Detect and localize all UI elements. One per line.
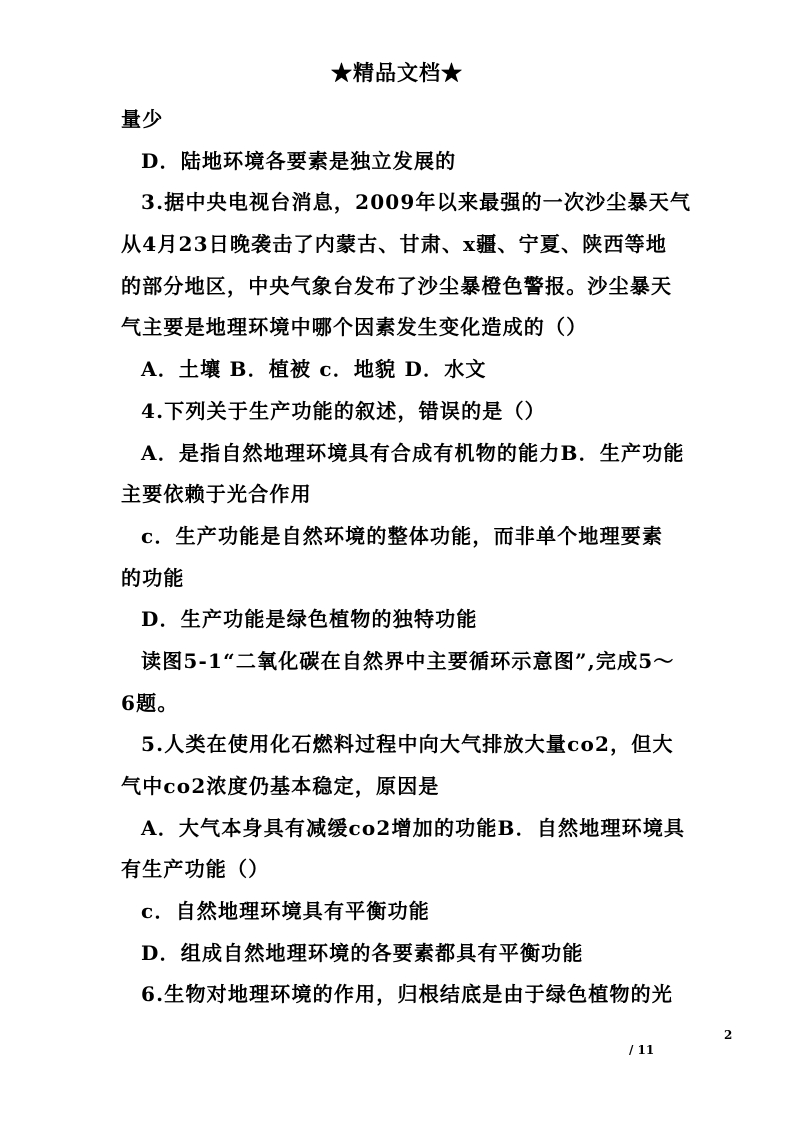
document-header-title: ★精品文档★ [331,60,463,85]
text-line: c．自然地理环境具有平衡功能 [141,899,430,924]
text-line: 6题。 [121,690,179,715]
text-line: D．生产功能是绿色植物的独特功能 [141,607,478,632]
text-line: 从4月23日晚袭击了内蒙古、甘肃、x疆、宁夏、陕西等地 [121,232,668,257]
text-line: 气中co2浓度仍基本稳定，原因是 [121,774,440,798]
text-line: 气主要是地理环境中哪个因素发生变化造成的（） [121,315,588,340]
text-line: 读图5-1“二氧化碳在自然界中主要循环示意图”,完成5～ [141,648,675,673]
text-line: 5.人类在使用化石燃料过程中向大气排放大量co2，但大 [141,732,674,757]
text-line: D．陆地环境各要素是独立发展的 [141,148,457,173]
text-line: 的部分地区，中央气象台发布了沙尘暴橙色警报。沙尘暴天 [121,273,673,298]
text-line: 量少 [121,107,164,131]
page-total: / 11 [629,1043,655,1057]
document-body [121,99,692,1016]
text-line: 主要依赖于光合作用 [121,482,312,507]
page-number: 2 [724,1028,733,1042]
text-line: 的功能 [121,565,185,590]
text-line: D．组成自然地理环境的各要素都具有平衡功能 [141,940,584,965]
text-line: A．土壤 B．植被 c．地貌 D．水文 [141,357,487,382]
text-line: c．生产功能是自然环境的整体功能，而非单个地理要素 [141,523,664,548]
text-line: A．大气本身具有减缓co2增加的功能B．自然地理环境具 [141,815,686,840]
text-line: 有生产功能（） [121,857,270,882]
text-line: 6.生物对地理环境的作用，归根结底是由于绿色植物的光 [141,982,674,1007]
text-line: 4.下列关于生产功能的叙述，错误的是（） [141,398,546,423]
text-line: A．是指自然地理环境具有合成有机物的能力B．生产功能 [141,440,685,465]
text-line: 3.据中央电视台消息，2009年以来最强的一次沙尘暴天气 [141,190,692,215]
